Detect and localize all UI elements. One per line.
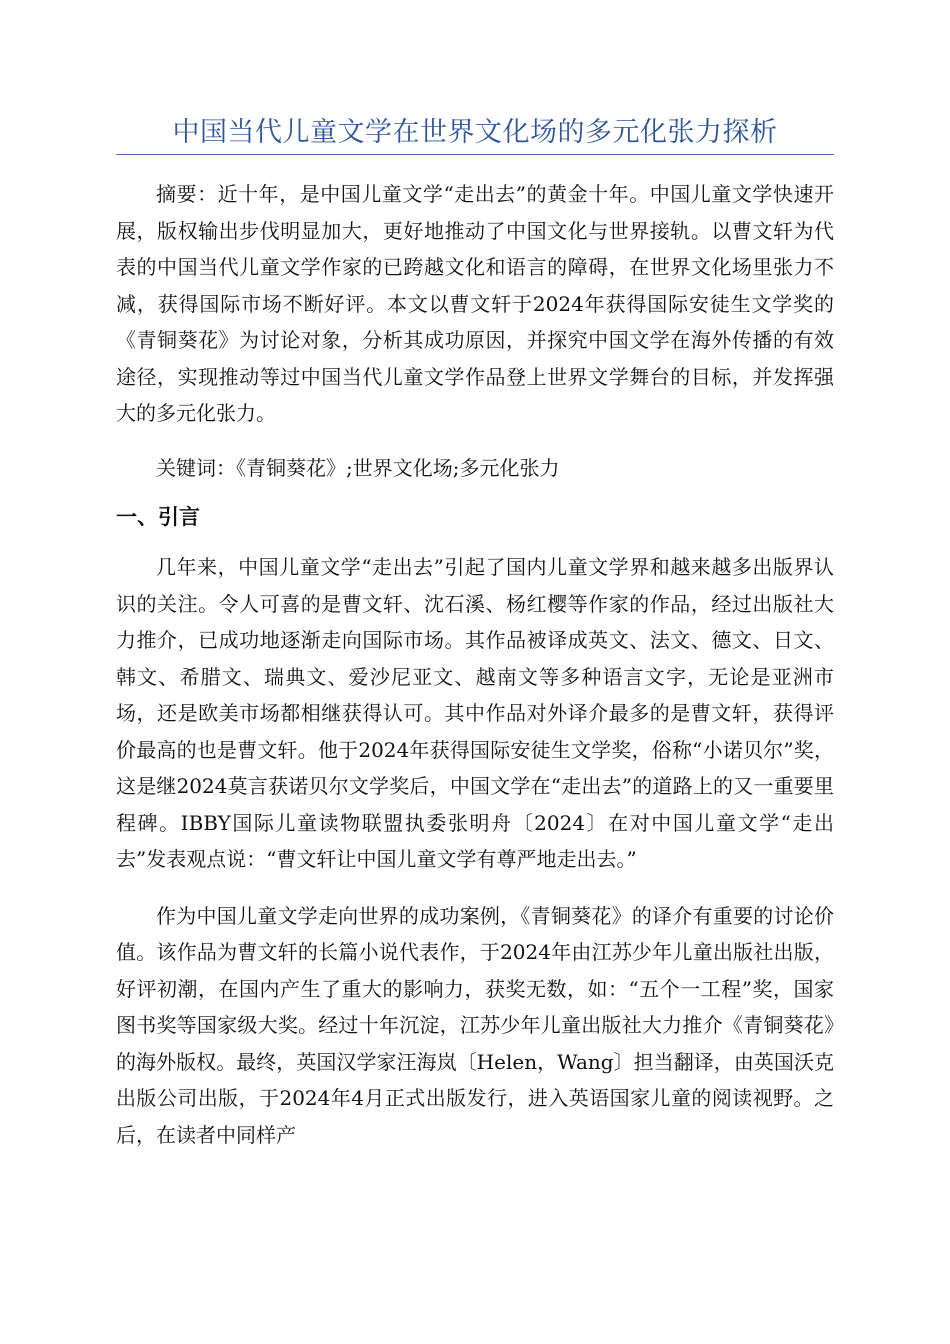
- document-body: [116, 176, 834, 1153]
- section-heading-introduction: 一、引言: [116, 505, 200, 529]
- abstract-paragraph: 摘要：近十年，是中国儿童文学“走出去”的黄金十年。中国儿童文学快速开展，版权输出步伐明显加大，更好地推动了中国文化与世界接轨。以曹文轩为代表的中国当代儿童文学作家的已跨越文化和语言的障碍，在世界文化场里张力不减，获得国际市场不断好评。本文以曹文轩于2024年获得国际安徒生文学奖的《青铜葵花》为讨论对象，分析其成功原因，并探究中国文学在海外传播的有效途径，实现推动等过中国当代儿童文学作品登上世界文学舞台的目标，并发挥强大的多元化张力。: [116, 182, 834, 425]
- title-underline: [116, 154, 834, 155]
- keywords-line: 关键词：《青铜葵花》;世界文化场;多元化张力: [156, 455, 560, 480]
- document-title: 中国当代儿童文学在世界文化场的多元化张力探析: [172, 117, 778, 148]
- introduction-paragraph-1: 几年来，中国儿童文学“走出去”引起了国内儿童文学界和越来越多出版界认识的关注。令人可喜的是曹文轩、沈石溪、杨红樱等作家的作品，经过出版社大力推介，已成功地逐渐走向国际市场。其作品被译成英文、法文、德文、日文、韩文、希腊文、瑞典文、爱沙尼亚文、越南文等多种语言文字，无论是亚洲市场，还是欧美市场都相继获得认可。其中作品对外译介最多的是曹文轩，获得评价最高的也是曹文轩。他于2024年获得国际安徒生文学奖，俗称“小诺贝尔”奖，这是继2024莫言获诺贝尔文学奖后，中国文学在“走出去”的道路上的又一重要里程碑。IBBY国际儿童读物联盟执委张明舟〔2024〕在对中国儿童文学“走出去”发表观点说：“曹文轩让中国儿童文学有尊严地走出去。”: [116, 555, 834, 871]
- introduction-paragraph-2: 作为中国儿童文学走向世界的成功案例，《青铜葵花》的译介有重要的讨论价值。该作品为曹文轩的长篇小说代表作，于2024年由江苏少年儿童出版社出版，好评初潮，在国内产生了重大的影响力，获奖无数，如：“五个一工程”奖，国家图书奖等国家级大奖。经过十年沉淀，江苏少年儿童出版社大力推介《青铜葵花》的海外版权。最终，英国汉学家汪海岚〔Helen，Wang〕担当翻译，由英国沃克出版公司出版，于2024年4月正式出版发行，进入英语国家儿童的阅读视野。之后，在读者中同样产: [116, 903, 834, 1147]
